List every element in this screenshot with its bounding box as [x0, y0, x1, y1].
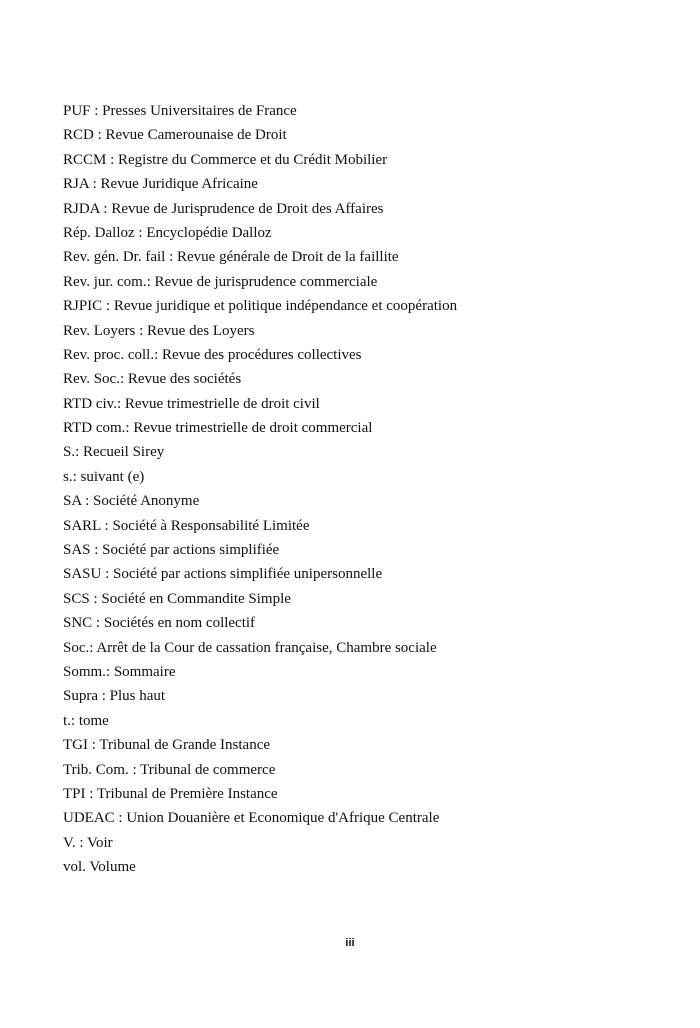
- abbreviation-entry: RCCM : Registre du Commerce et du Crédit Mobilier: [63, 151, 388, 168]
- abbreviation-entry: RJA : Revue Juridique Africaine: [63, 176, 258, 193]
- abbreviation-entry: SNC : Sociétés en nom collectif: [63, 615, 256, 632]
- abbreviation-entry: Rev. Soc.: Revue des sociétés: [63, 371, 242, 388]
- abbreviation-entry: Soc.: Arrêt de la Cour de cassation française, Chambre sociale: [63, 639, 437, 656]
- abbreviation-entry: Somm.: Sommaire: [63, 663, 176, 680]
- abbreviation-entry: Rev. proc. coll.: Revue des procédures collectives: [63, 346, 362, 363]
- abbreviation-entry: SAS : Société par actions simplifiée: [63, 542, 280, 559]
- abbreviation-entry: RJDA : Revue de Jurisprudence de Droit des Affaires: [63, 200, 384, 217]
- abbreviation-entry: RJPIC : Revue juridique et politique indépendance et coopération: [63, 298, 458, 315]
- abbreviation-entry: vol. Volume: [63, 859, 136, 876]
- abbreviation-entry: V. : Voir: [63, 834, 113, 851]
- abbreviation-entry: S.: Recueil Sirey: [63, 444, 165, 461]
- abbreviation-entry: s.: suivant (e): [63, 468, 145, 485]
- abbreviation-entry: TPI : Tribunal de Première Instance: [63, 785, 278, 802]
- abbreviation-entry: SCS : Société en Commandite Simple: [63, 590, 291, 607]
- abbreviation-entry: t.: tome: [63, 712, 109, 729]
- abbreviation-entry: TGI : Tribunal de Grande Instance: [63, 737, 271, 754]
- abbreviation-entry: Rev. gén. Dr. fail : Revue générale de Droit de la faillite: [63, 249, 399, 266]
- abbreviation-entry: SA : Société Anonyme: [63, 493, 200, 510]
- abbreviation-entry: Rev. jur. com.: Revue de jurisprudence commerciale: [63, 273, 378, 290]
- abbreviation-entry: Supra : Plus haut: [63, 688, 166, 705]
- abbreviation-entry: RTD civ.: Revue trimestrielle de droit civil: [63, 395, 320, 412]
- abbreviation-entry: SASU : Société par actions simplifiée unipersonnelle: [63, 566, 383, 583]
- abbreviation-entry: SARL : Société à Responsabilité Limitée: [63, 517, 310, 534]
- abbreviation-entry: Rép. Dalloz : Encyclopédie Dalloz: [63, 224, 272, 241]
- abbreviation-entry: Rev. Loyers : Revue des Loyers: [63, 322, 255, 339]
- abbreviation-entry: UDEAC : Union Douanière et Economique d'Afrique Centrale: [63, 810, 440, 827]
- abbreviation-entry: RCD : Revue Camerounaise de Droit: [63, 127, 287, 144]
- abbreviation-entry: PUF : Presses Universitaires de France: [63, 103, 297, 119]
- abbreviation-entry: Trib. Com. : Tribunal de commerce: [63, 761, 276, 778]
- abbreviation-entry: RTD com.: Revue trimestrielle de droit commercial: [63, 420, 373, 437]
- page-number: iii: [345, 937, 355, 949]
- abbreviation-list: [63, 99, 663, 880]
